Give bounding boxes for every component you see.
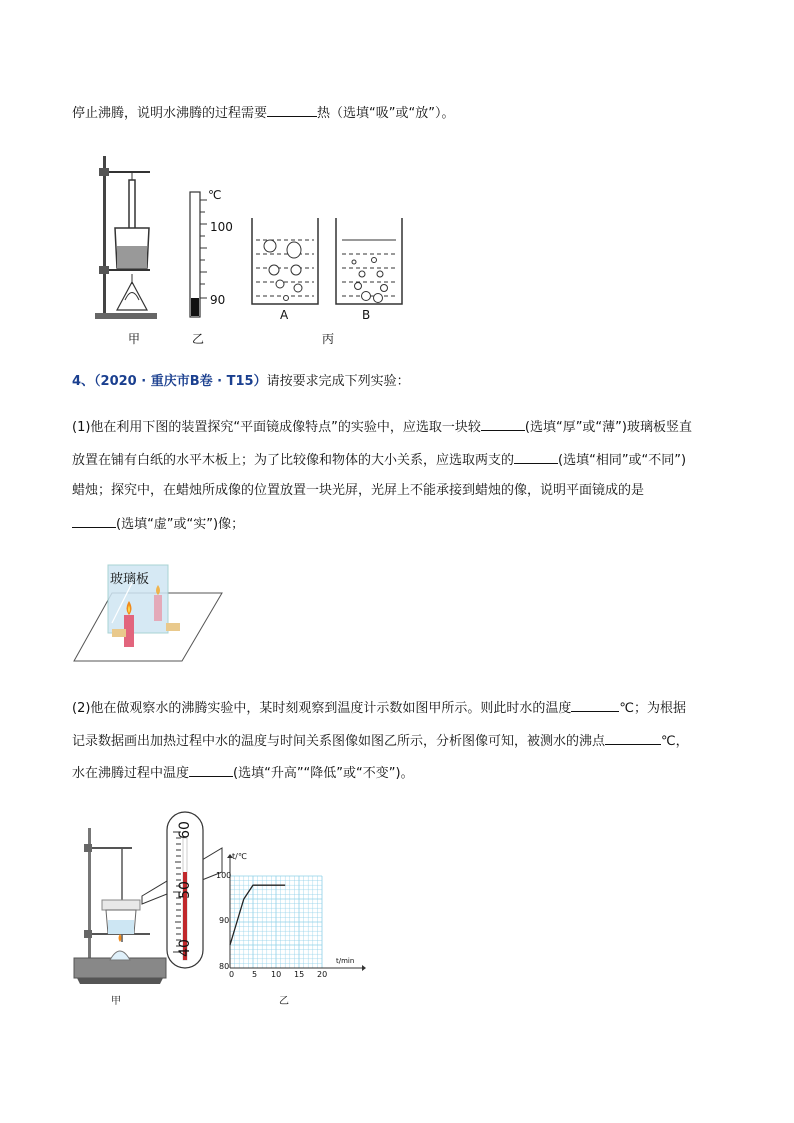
q4-p2-l1-a: (2)他在做观察水的沸腾实验中，某时刻观察到温度计示数如图甲所示。则此时水的温度 (72, 701, 572, 716)
fig1-label-yi: 乙 (192, 332, 205, 346)
fig1-label-bing: 丙 (322, 332, 335, 346)
graph-xtick-0: 0 (229, 970, 235, 979)
q4-p2-line1 (72, 697, 686, 719)
fig3-thermo-50: 50 (176, 881, 193, 899)
q4-p1-l4-b: (选填“虚”或“实”)像； (116, 517, 245, 532)
graph-xtick-20: 20 (317, 970, 328, 979)
graph-xlabel: t/min (336, 957, 355, 965)
graph-ylabel: t/℃ (232, 852, 247, 861)
q4-p2-l3-b: (选填“升高”“降低”或“不变”)。 (233, 766, 414, 781)
fig1-tick-90: 90 (210, 293, 226, 307)
fig3-label-jia: 甲 (111, 996, 121, 1007)
q4-blank-3[interactable] (72, 513, 116, 528)
q4-p2-line3 (72, 762, 414, 784)
fig2-glass-label: 玻璃板 (110, 572, 150, 587)
q4-p1-line1 (72, 416, 692, 438)
graph-grid (230, 876, 322, 968)
q4-p1-l2-b: (选填“相同”或“不同”) (558, 453, 687, 468)
q4-source: （2020 · 重庆市B卷 · T15） (94, 374, 267, 389)
q4-p1-line4 (72, 513, 244, 535)
fig3-label-yi: 乙 (279, 996, 289, 1007)
fig1-label-A: A (280, 308, 289, 322)
graph-xtick-5: 5 (252, 970, 258, 979)
q4-header (72, 372, 410, 392)
graph-ytick-90: 90 (219, 916, 230, 925)
q4-prompt: 请按要求完成下列实验： (266, 374, 410, 389)
fig1-tick-100: 100 (210, 220, 233, 234)
q4-p2-line2 (72, 730, 689, 752)
q4-p2-l2-b: ℃， (661, 734, 689, 749)
q3-text-a: 停止沸腾，说明水沸腾的过程需要 (72, 106, 268, 121)
q4-p2-l2-a: 记录数据画出加热过程中水的温度与时间关系图像如图乙所示，分析图像可知，被测水的沸点 (72, 734, 606, 749)
fig1-label-jia: 甲 (128, 332, 141, 346)
q3-blank[interactable] (267, 102, 317, 117)
fig1-unit: ℃ (208, 188, 222, 202)
q4-blank-6[interactable] (189, 762, 233, 777)
q4-p1-l2-a: 放置在铺有白纸的水平木板上；为了比较像和物体的大小关系，应选取两支的 (72, 453, 515, 468)
fig3-thermo-60: 60 (176, 821, 193, 839)
q4-p1-line2 (72, 449, 686, 471)
fig3-thermo-40: 40 (176, 939, 193, 957)
fig1-apparatus (95, 150, 165, 325)
graph-xtick-15: 15 (294, 970, 305, 979)
graph-xtick-10: 10 (271, 970, 282, 979)
q4-p2-l3-a: 水在沸腾过程中温度 (72, 766, 190, 781)
q4-blank-1[interactable] (481, 416, 525, 431)
q4-p1-line3 (72, 481, 644, 501)
q4-blank-2[interactable] (514, 449, 558, 464)
q4-blank-5[interactable] (605, 730, 661, 745)
q4-blank-4[interactable] (571, 697, 619, 712)
fig1-beakers (250, 218, 410, 308)
q4-p1-l1-b: (选填“厚”或“薄”)玻璃板竖直 (524, 420, 692, 435)
fig3-apparatus (72, 808, 235, 988)
q4-number: 4、 (72, 374, 95, 389)
graph-ytick-100: 100 (216, 871, 232, 880)
fig1-label-B: B (362, 308, 371, 322)
q4-p2-l1-b: ℃；为根据 (619, 701, 687, 716)
q3-line (72, 102, 454, 124)
x-axis-arrow (362, 965, 366, 971)
q4-p1-l3: 蜡烛；探究中，在蜡烛所成像的位置放置一块光屏，光屏上不能承接到蜡烛的像，说明平面镜成的是 (72, 483, 645, 498)
fig3-graph (230, 860, 360, 970)
q3-text-b: 热（选填“吸”或“放”）。 (317, 106, 455, 121)
graph-ytick-80: 80 (219, 962, 230, 971)
q4-p1-l1-a: (1)他在利用下图的装置探究“平面镜成像特点”的实验中，应选取一块较 (72, 420, 481, 435)
